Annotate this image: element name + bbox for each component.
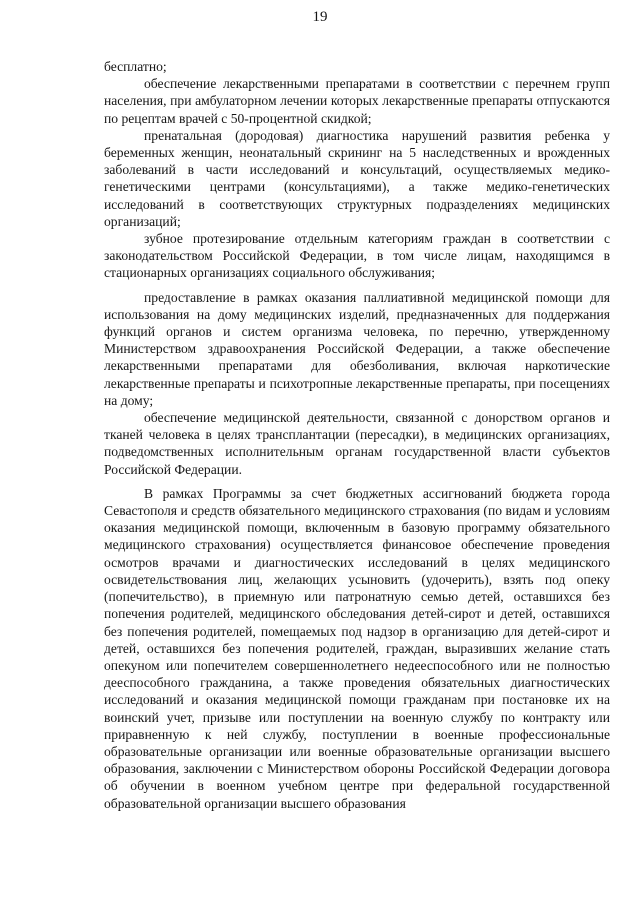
paragraph-palliative-care: предоставление в рамках оказания паллиативной медицинской помощи для использования на дому медицинских изделий, предназначенных для поддержания функций органов и систем организма человека, по перечню, утвержденному Министерством здравоохранения Российской Федерации, а также обеспечение лекарственными препаратами для обезболивания, включая наркотические лекарственные препараты и психотропные лекарственные препараты, при посещениях на дому; bbox=[104, 289, 610, 408]
paragraph-free-of-charge: бесплатно; bbox=[104, 59, 167, 74]
paragraph-dental-prosthetics: зубное протезирование отдельным категориям граждан в соответствии с законодательством Российской Федерации, в том числе лицам, находящимся в стационарных организациях социального обслуживания; bbox=[104, 231, 610, 281]
page-number: 19 bbox=[312, 9, 328, 25]
paragraph-drug-discount: обеспечение лекарственными препаратами в соответствии с перечнем групп населения, при амбулаторном лечении которых лекарственные препараты отпускаются по рецептам врачей с 50-процентной скидкой; bbox=[104, 76, 610, 126]
document-body bbox=[104, 58, 610, 812]
paragraph-prenatal-diagnostics: пренатальная (дородовая) диагностика нарушений развития ребенка у беременных женщин, неонатальный скрининг на 5 наследственных и врожденных заболеваний в части исследований и консультаций, осуществляемых медико-генетическими центрами (консультациями), а также медико-генетических исследований в соответствующих структурных подразделениях медицинских организаций; bbox=[104, 127, 610, 229]
paragraph-organ-donation: обеспечение медицинской деятельности, связанной с донорством органов и тканей человека в целях трансплантации (пересадки), в медицинских организациях, подведомственных исполнительным органам государственной власти субъектов Российской Федерации. bbox=[104, 410, 610, 477]
paragraph-program-financing: В рамках Программы за счет бюджетных ассигнований бюджета города Севастополя и средств обязательного медицинского страхования (по видам и условиям оказания медицинской помощи, включенным в базовую программу обязательного медицинского страхования) осуществляется финансовое обеспечение проведения осмотров врачами и диагностических исследований в целях медицинского освидетельствования лиц, желающих усыновить (удочерить), взять под опеку (попечительство), в приемную или патронатную семью детей, оставшихся без попечения родителей, медицинского обследования детей-сирот и детей, оставшихся без попечения родителей, помещаемых под надзор в организацию для детей-сирот и детей, оставшихся без попечения родителей, граждан, выразивших желание стать опекуном или попечителем совершеннолетнего недееспособного или не полностью дееспособного гражданина, а также проведения обязательных диагностических исследований и оказания медицинской помощи гражданам при постановке их на воинский учет, призыве или поступлении на военную службу по контракту или приравненную к ней службу, поступлении в военные профессиональные образовательные организации или военные образовательные организации высшего образования, заключении с Министерством обороны Российской Федерации договора об обучении в военном учебном центре при федеральной государственной образовательной организации высшего образования bbox=[104, 485, 610, 811]
